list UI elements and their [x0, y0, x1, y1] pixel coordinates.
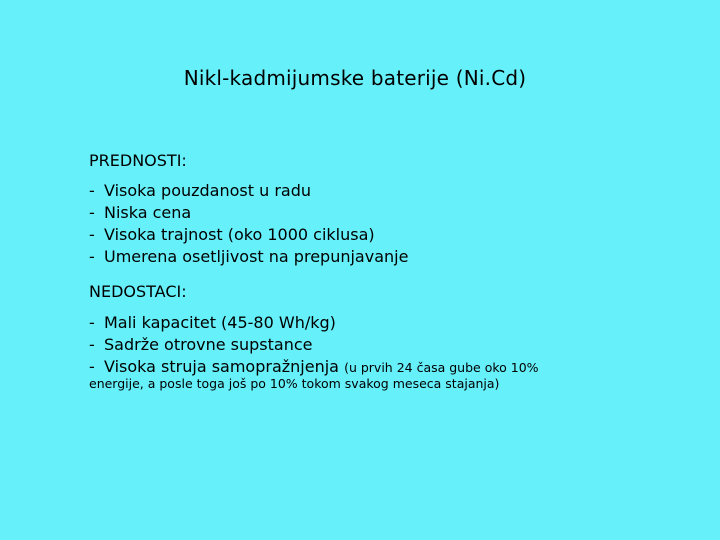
list-item: [89, 246, 408, 268]
slide-title: Nikl-kadmijumske baterije (Ni.Cd): [183, 66, 527, 90]
self-discharge-note-continuation: energije, a posle toga još po 10% tokom svakog meseca stajanja): [89, 376, 500, 391]
advantage-text: Visoka trajnost (oko 1000 ciklusa): [104, 225, 375, 244]
list-item: [89, 224, 408, 246]
bullet-dash: -: [89, 181, 95, 200]
list-item: [89, 334, 539, 356]
disadvantage-text: Sadrže otrovne supstance: [104, 335, 313, 354]
bullet-dash: -: [89, 203, 95, 222]
bullet-dash: -: [89, 357, 95, 376]
disadvantage-text: Mali kapacitet (45-80 Wh/kg): [104, 313, 336, 332]
bullet-dash: -: [89, 225, 95, 244]
list-item: [89, 180, 408, 202]
list-item: [89, 312, 539, 334]
disadvantages-list: [89, 312, 539, 378]
advantage-text: Umerena osetljivost na prepunjavanje: [104, 247, 409, 266]
disadvantages-heading: NEDOSTACI:: [89, 282, 187, 301]
advantage-text: Visoka pouzdanost u radu: [104, 181, 312, 200]
bullet-dash: -: [89, 247, 95, 266]
list-item: [89, 356, 539, 378]
advantages-list: [89, 180, 408, 268]
advantages-heading: PREDNOSTI:: [89, 151, 187, 170]
bullet-dash: -: [89, 313, 95, 332]
self-discharge-note: (u prvih 24 časa gube oko 10%: [344, 360, 539, 375]
list-item: [89, 202, 408, 224]
advantage-text: Niska cena: [104, 203, 192, 222]
disadvantage-text: Visoka struja samopražnjenja: [104, 357, 339, 376]
bullet-dash: -: [89, 335, 95, 354]
